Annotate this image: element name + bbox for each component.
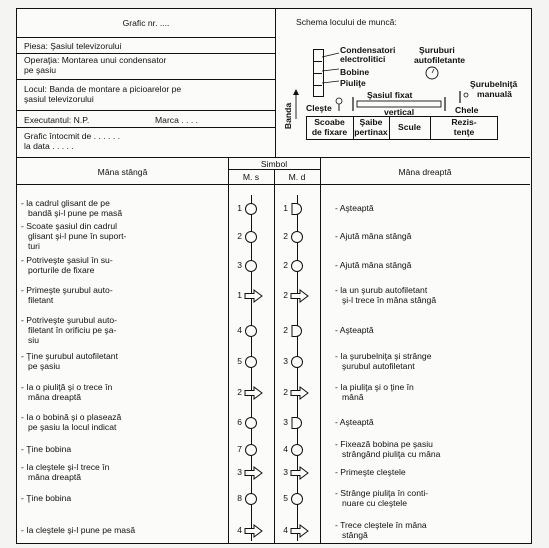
left-hand-action [21, 256, 201, 275]
right-hand-action-line: şurubul autofiletant [342, 360, 415, 371]
screws-bin-icon [425, 66, 439, 80]
right-hand-action [335, 232, 505, 242]
operation-circle-icon [245, 259, 267, 273]
left-hand-step-number: 2 [237, 231, 242, 241]
operation-circle-icon [291, 492, 313, 506]
right-hand-step-number: 1 [283, 203, 288, 213]
date-field: la data . . . . . [24, 141, 74, 151]
left-hand-action [21, 526, 201, 536]
operation-circle-icon [245, 355, 267, 369]
left-hand-action [21, 286, 201, 305]
left-hand-step-number: 1 [237, 203, 242, 213]
operation-circle-icon [245, 492, 267, 506]
table-top-rule [17, 157, 530, 158]
transport-arrow-icon [291, 386, 313, 400]
left-hand-action-line: porturile de fixare [28, 264, 95, 275]
left-hand-symbol-header: M. s [242, 172, 260, 182]
header-divider [275, 9, 276, 157]
capacitors-label-line1: Condensatori [340, 45, 396, 55]
left-hand-action-line: - Ia cleştele şi-l trece în [21, 462, 110, 473]
right-hand-action-line: - Ajută mâna stângă [335, 260, 412, 270]
left-hand-action [21, 199, 201, 218]
right-hand-action-line: - Ajută mâna stângă [335, 231, 412, 241]
resistors-label-line1: Rezis- [451, 117, 477, 127]
right-hand-action [335, 286, 505, 305]
operation-circle-icon [245, 443, 267, 457]
process-chart-sheet [16, 8, 532, 544]
transport-arrow-icon [291, 466, 313, 480]
left-hand-action-line: pe şasiu la locul indicat [28, 421, 117, 432]
transport-arrow-icon [245, 466, 267, 480]
left-hand-action [21, 445, 201, 455]
right-hand-action-line: - la un şurub autofiletant [335, 285, 428, 296]
left-hand-header: Mâna stângă [97, 167, 148, 177]
right-hand-action-line: - Aşteaptă [335, 203, 374, 213]
operation-circle-icon [291, 355, 313, 369]
right-hand-action-line: stângă [342, 529, 368, 540]
right-hand-step-number: 4 [283, 525, 288, 535]
left-hand-step-number: 3 [237, 467, 242, 477]
resistors-label-line2: tenţe [453, 127, 475, 137]
right-hand-header: Mâna dreaptă [398, 167, 452, 177]
transport-arrow-icon [245, 386, 267, 400]
right-hand-step-number: 2 [283, 387, 288, 397]
delay-d-icon [291, 324, 313, 338]
left-hand-action-line: glisant şi-l pune în suport- [28, 230, 127, 241]
rule [17, 37, 275, 38]
right-hand-action-line: - Aşteaptă [335, 417, 374, 427]
right-hand-action-line: şi-l trece în mâna stângă [342, 294, 437, 305]
left-hand-action-line: mâna dreaptă [28, 471, 82, 482]
right-hand-step-number: 3 [283, 467, 288, 477]
vertical-label: vertical [384, 107, 415, 117]
delay-d-icon [291, 202, 313, 216]
right-hand-action [335, 440, 505, 459]
right-hand-action-line: - Ia şurubelniţa şi strânge [335, 351, 432, 362]
left-hand-action-line: - Primeşte şurubul auto- [21, 285, 113, 296]
left-hand-step-number: 2 [237, 387, 242, 397]
rule [17, 53, 275, 54]
rule [17, 127, 275, 128]
left-hand-action-line: - Ia o piuliţă şi o trece în [21, 382, 113, 393]
left-hand-action-line: filetant în orificiu pe şa- [28, 324, 117, 335]
bin-divider [313, 85, 322, 86]
left-hand-action-line: filetant [28, 294, 54, 305]
right-hand-action-line: - Trece cleştele în mâna [335, 520, 427, 531]
symbol-header: Simbol [260, 159, 288, 169]
left-hand-action-line: mâna dreaptă [28, 391, 82, 402]
operation-circle-icon [245, 324, 267, 338]
left-hand-action-line: - Ţine şurubul autofiletant [21, 351, 118, 362]
right-hand-action [335, 261, 505, 271]
right-hand-step-number: 2 [283, 260, 288, 270]
left-hand-action-line: pe şasiu [28, 360, 61, 371]
clamps-label-line2: de fixare [311, 127, 348, 137]
right-hand-step-number: 3 [283, 417, 288, 427]
operation-circle-icon [291, 230, 313, 244]
chassis-label: Şasiul fixat [367, 90, 413, 100]
pliers-icon [333, 97, 345, 111]
right-hand-action [335, 383, 505, 402]
nuts-label: Piuliţe [340, 78, 366, 88]
right-hand-action [335, 326, 505, 336]
left-hand-action-line: siu [28, 334, 39, 345]
right-hand-symbol-header: M. d [288, 172, 306, 182]
right-hand-step-number: 4 [283, 444, 288, 454]
right-hand-action [335, 352, 505, 371]
left-hand-action [21, 413, 201, 432]
table-header-rule [17, 184, 530, 185]
right-hand-step-number: 2 [283, 325, 288, 335]
left-hand-action [21, 352, 201, 371]
screws-label-line1: Şuruburi [419, 45, 455, 55]
right-hand-action [335, 521, 505, 540]
right-hand-action-line: - Fixează bobina pe şasiu [335, 439, 433, 450]
tools-label: Scule [398, 122, 421, 132]
location-field-line1: Locul: Banda de montare a picioarelor pe [24, 84, 182, 94]
symbol-col-left [228, 157, 229, 543]
right-hand-action [335, 204, 505, 214]
clamps-label-line1: Scoabe [314, 117, 345, 127]
left-hand-action-line: bandă şi-l pune pe masă [28, 207, 123, 218]
left-hand-action [21, 463, 201, 482]
left-hand-action [21, 494, 201, 504]
right-hand-action [335, 489, 505, 508]
conveyor-label: Banda [283, 102, 294, 130]
right-hand-action-line: strângând piuliţa cu mâna [342, 448, 441, 459]
bin-divider [313, 61, 322, 62]
pointer-lines [322, 53, 342, 87]
left-hand-action-line: - Ţine bobina [21, 444, 72, 454]
left-hand-action-line: - Potriveşte şurubul auto- [21, 315, 118, 326]
right-hand-step-number: 2 [283, 231, 288, 241]
rule [17, 110, 275, 111]
right-hand-action-line: mână [342, 391, 364, 402]
left-hand-step-number: 8 [237, 493, 242, 503]
operation-circle-icon [245, 202, 267, 216]
delay-d-icon [291, 416, 313, 430]
left-hand-action-line: - Scoate şasiul din cadrul [21, 221, 118, 232]
right-hand-step-number: 3 [283, 356, 288, 366]
washers-label-line2: pertinax [354, 127, 388, 137]
executant-field: Executantul: N.P. [24, 115, 90, 125]
right-hand-step-number: 5 [283, 493, 288, 503]
screwdriver-label-line1: Şurubelniţă [470, 79, 518, 89]
transport-arrow-icon [245, 289, 267, 303]
symbol-col-middle [274, 169, 275, 543]
transport-arrow-icon [291, 524, 313, 538]
operation-field-line1: Operaţia: Montarea unui condensator [24, 55, 167, 65]
transport-arrow-icon [245, 524, 267, 538]
right-hand-action-line: - Ia piuliţa şi o ţine în [335, 382, 414, 393]
left-hand-action [21, 383, 201, 402]
left-hand-action-line: - Ia o bobină şi o plasează [21, 412, 122, 423]
left-hand-step-number: 3 [237, 260, 242, 270]
symbol-col-right [320, 157, 321, 543]
left-hand-action-line: - Ţine bobina [21, 493, 72, 503]
coils-label: Bobine [340, 67, 370, 77]
left-hand-step-number: 6 [237, 417, 242, 427]
right-hand-action [335, 468, 505, 478]
left-hand-action-line: turi [28, 240, 40, 251]
left-hand-step-number: 5 [237, 356, 242, 366]
pliers-label: Cleşte [306, 103, 332, 113]
chart-number: Grafic nr. .... [122, 18, 170, 28]
screwdriver-label-line2: manuală [477, 89, 512, 99]
part-field: Piesa: Şasiul televizorului [24, 41, 122, 51]
screws-label-line2: autofiletante [414, 55, 466, 65]
location-field-line2: şasiul televizorului [24, 94, 94, 104]
left-hand-step-number: 4 [237, 325, 242, 335]
prepared-by-field: Grafic întocmit de . . . . . . [24, 131, 120, 141]
bin-divider [313, 73, 322, 74]
left-hand-step-number: 7 [237, 444, 242, 454]
rule [17, 79, 275, 80]
transport-arrow-icon [291, 289, 313, 303]
left-hand-action-line: - la cadrul glisant de pe [21, 198, 110, 209]
operation-circle-icon [291, 259, 313, 273]
operation-circle-icon [245, 230, 267, 244]
right-hand-action-line: - Aşteaptă [335, 325, 374, 335]
left-hand-step-number: 4 [237, 525, 242, 535]
right-hand-action-line: nuare cu cleştele [342, 497, 407, 508]
left-hand-action-line: - Potriveşte şasiul în su- [21, 255, 113, 266]
mark-field: Marca . . . . [155, 115, 198, 125]
rule [228, 169, 320, 170]
left-hand-step-number: 1 [237, 290, 242, 300]
wrench-icon [457, 91, 469, 105]
left-hand-action [21, 316, 201, 345]
left-hand-action-line: - Ia cleştele şi-l pune pe masă [21, 525, 136, 535]
operation-field-line2: pe şasiu [24, 65, 57, 75]
workplace-schema-title: Schema locului de muncă: [296, 17, 397, 27]
left-hand-action [21, 222, 201, 251]
washers-label-line1: Şaibe [359, 117, 383, 127]
right-hand-action-line: - Strânge piuliţa în conti- [335, 488, 429, 499]
right-hand-step-number: 2 [283, 290, 288, 300]
capacitors-label-line2: electrolitici [340, 54, 386, 64]
wrench-label: Chele [455, 105, 479, 115]
right-hand-action [335, 418, 505, 428]
operation-circle-icon [245, 416, 267, 430]
right-hand-action-line: - Primeşte cleştele [335, 467, 406, 477]
operation-circle-icon [291, 443, 313, 457]
